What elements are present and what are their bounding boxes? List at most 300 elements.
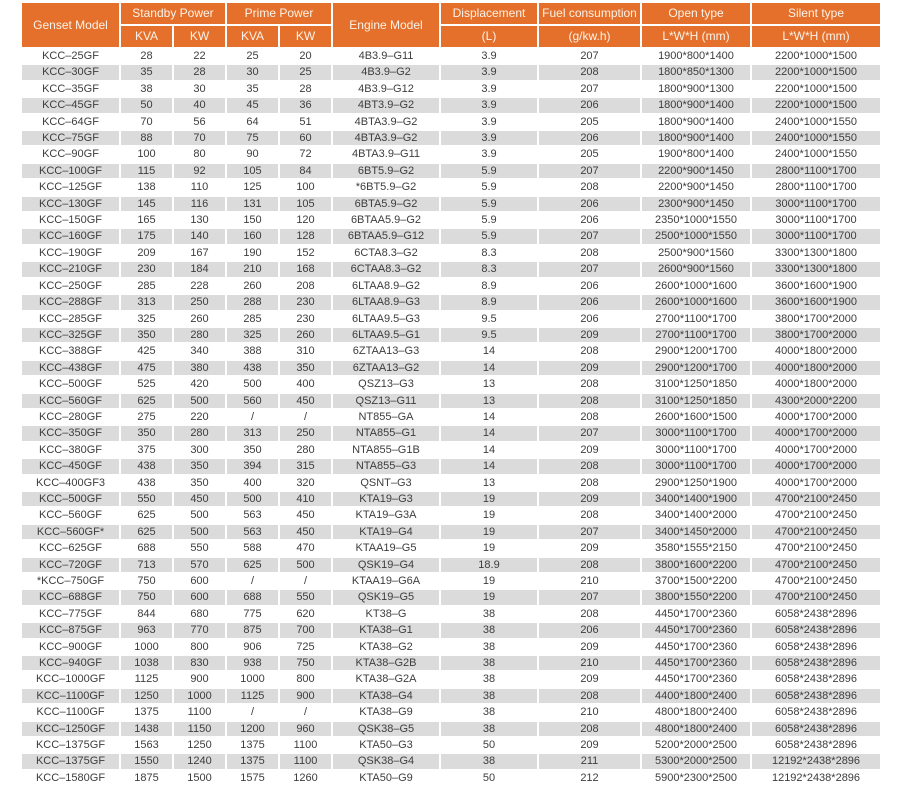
table-cell: 100 <box>121 147 172 161</box>
table-cell: 1250 <box>174 738 225 752</box>
table-cell: KCC–400GF3 <box>22 476 119 490</box>
table-row <box>22 607 880 621</box>
table-cell: KCC–560GF <box>22 394 119 408</box>
table-cell: 6BTAA5.9–G2 <box>333 213 439 227</box>
table-cell: 206 <box>539 312 640 326</box>
header-row-2 <box>22 26 880 47</box>
table-cell: 4B3.9–G11 <box>333 49 439 63</box>
table-cell: 725 <box>280 640 331 654</box>
table-row <box>22 82 880 96</box>
table-cell: KCC–90GF <box>22 147 119 161</box>
table-cell: 280 <box>280 443 331 457</box>
table-cell: 208 <box>539 180 640 194</box>
table-cell: KCC–1375GF <box>22 754 119 768</box>
table-cell: KCC–500GF <box>22 377 119 391</box>
table-cell: 1550 <box>121 754 172 768</box>
table-cell: 140 <box>174 229 225 243</box>
table-cell: 6BTA5.9–G2 <box>333 197 439 211</box>
table-cell: 13 <box>441 377 537 391</box>
table-cell: QSNT–G3 <box>333 476 439 490</box>
table-cell: KCC–1580GF <box>22 771 119 785</box>
table-cell: 4BTA3.9–G11 <box>333 147 439 161</box>
table-cell: 5.9 <box>441 229 537 243</box>
table-cell: 1240 <box>174 754 225 768</box>
table-cell: 438 <box>121 459 172 473</box>
table-cell: 38 <box>441 656 537 670</box>
table-cell: 206 <box>539 279 640 293</box>
table-cell: KCC–25GF <box>22 49 119 63</box>
table-cell: 208 <box>539 689 640 703</box>
table-cell: 570 <box>174 558 225 572</box>
table-cell: 14 <box>441 410 537 424</box>
table-cell: 208 <box>539 246 640 260</box>
table-cell: 100 <box>280 180 331 194</box>
table-cell: 3000*1100*1700 <box>752 197 880 211</box>
table-cell: 167 <box>174 246 225 260</box>
table-cell: 4450*1700*2360 <box>642 623 750 637</box>
table-cell: 625 <box>227 558 278 572</box>
table-cell: 35 <box>121 65 172 79</box>
table-cell: 168 <box>280 262 331 276</box>
table-cell: 285 <box>121 279 172 293</box>
table-cell: 394 <box>227 459 278 473</box>
table-cell: KCC–900GF <box>22 640 119 654</box>
table-cell: 206 <box>539 197 640 211</box>
table-cell: 3800*1700*2000 <box>752 328 880 342</box>
table-cell: 3000*1100*1700 <box>642 426 750 440</box>
prime-power-header: Prime Power <box>227 3 331 24</box>
table-cell: KCC–1000GF <box>22 672 119 686</box>
table-cell: 3400*1400*2000 <box>642 508 750 522</box>
table-cell: KCC–560GF <box>22 508 119 522</box>
table-cell: 209 <box>539 361 640 375</box>
table-cell: KCC–940GF <box>22 656 119 670</box>
table-cell: KCC–190GF <box>22 246 119 260</box>
table-cell: 210 <box>227 262 278 276</box>
table-row <box>22 525 880 539</box>
table-cell: 1875 <box>121 771 172 785</box>
table-cell: 45 <box>227 98 278 112</box>
standby-power-header: Standby Power <box>121 3 225 24</box>
table-row <box>22 328 880 342</box>
table-cell: 230 <box>280 295 331 309</box>
table-cell: 8.3 <box>441 246 537 260</box>
table-cell: 208 <box>539 607 640 621</box>
table-cell: 208 <box>280 279 331 293</box>
table-cell: 36 <box>280 98 331 112</box>
table-cell: 2400*1000*1550 <box>752 131 880 145</box>
table-cell: 210 <box>539 705 640 719</box>
table-cell: 50 <box>441 738 537 752</box>
table-cell: 3000*1100*1700 <box>642 459 750 473</box>
table-cell: 1800*900*1300 <box>642 82 750 96</box>
table-cell: NTA855–G1 <box>333 426 439 440</box>
table-row <box>22 344 880 358</box>
table-cell: 209 <box>539 492 640 506</box>
table-cell: 844 <box>121 607 172 621</box>
table-row <box>22 65 880 79</box>
table-cell: 5.9 <box>441 213 537 227</box>
table-cell: KCC–35GF <box>22 82 119 96</box>
table-cell: 300 <box>174 443 225 457</box>
table-cell: 145 <box>121 197 172 211</box>
table-cell: 209 <box>539 541 640 555</box>
table-cell: 750 <box>121 574 172 588</box>
table-cell: 906 <box>227 640 278 654</box>
table-cell: 5.9 <box>441 197 537 211</box>
table-cell: 35 <box>227 82 278 96</box>
table-cell: 963 <box>121 623 172 637</box>
table-cell: 205 <box>539 115 640 129</box>
table-cell: KCC–775GF <box>22 607 119 621</box>
table-cell: 6058*2438*2896 <box>752 656 880 670</box>
table-cell: KCC–380GF <box>22 443 119 457</box>
table-cell: 438 <box>227 361 278 375</box>
table-cell: 4B3.9–G2 <box>333 65 439 79</box>
table-cell: 22 <box>174 49 225 63</box>
table-cell: 4450*1700*2360 <box>642 640 750 654</box>
table-cell: KCC–250GF <box>22 279 119 293</box>
table-cell: KTA19–G3 <box>333 492 439 506</box>
table-cell: 500 <box>280 558 331 572</box>
table-cell: 3100*1250*1850 <box>642 377 750 391</box>
table-cell: 90 <box>227 147 278 161</box>
table-cell: 6LTAA8.9–G3 <box>333 295 439 309</box>
table-cell: 420 <box>174 377 225 391</box>
table-cell: 25 <box>280 65 331 79</box>
table-cell: 4700*2100*2450 <box>752 558 880 572</box>
table-cell: 1150 <box>174 722 225 736</box>
table-cell: QSK38–G5 <box>333 722 439 736</box>
table-cell: 350 <box>174 459 225 473</box>
table-cell: 310 <box>280 344 331 358</box>
table-cell: 75 <box>227 131 278 145</box>
table-cell: 210 <box>539 656 640 670</box>
genset-model-header: Genset Model <box>22 3 119 47</box>
table-cell: KCC–875GF <box>22 623 119 637</box>
table-cell: 4700*2100*2450 <box>752 541 880 555</box>
table-cell: 938 <box>227 656 278 670</box>
table-cell: 14 <box>441 361 537 375</box>
table-row <box>22 656 880 670</box>
table-cell: KCC–160GF <box>22 229 119 243</box>
table-row <box>22 147 880 161</box>
open-type-header: Open type <box>642 3 750 24</box>
table-header <box>22 3 880 47</box>
table-cell: KCC–280GF <box>22 410 119 424</box>
table-cell: 4000*1700*2000 <box>752 410 880 424</box>
table-cell: 260 <box>174 312 225 326</box>
table-cell: 38 <box>441 640 537 654</box>
table-cell: 250 <box>280 426 331 440</box>
table-cell: 350 <box>174 476 225 490</box>
table-cell: 110 <box>174 180 225 194</box>
table-cell: 2800*1100*1700 <box>752 164 880 178</box>
table-cell: 438 <box>121 476 172 490</box>
table-cell: 2200*1000*1500 <box>752 82 880 96</box>
table-cell: 2350*1000*1550 <box>642 213 750 227</box>
table-cell: 6058*2438*2896 <box>752 672 880 686</box>
table-row <box>22 246 880 260</box>
table-cell: KCC–30GF <box>22 65 119 79</box>
table-cell: 1100 <box>280 738 331 752</box>
table-cell: 2200*900*1450 <box>642 164 750 178</box>
table-cell: 3700*1500*2200 <box>642 574 750 588</box>
table-cell: 2600*1000*1600 <box>642 279 750 293</box>
table-cell: 38 <box>441 623 537 637</box>
table-row <box>22 574 880 588</box>
table-cell: 550 <box>121 492 172 506</box>
table-row <box>22 98 880 112</box>
table-cell: 700 <box>280 623 331 637</box>
table-cell: 563 <box>227 508 278 522</box>
table-cell: 206 <box>539 623 640 637</box>
table-cell: 2700*1100*1700 <box>642 312 750 326</box>
table-cell: 175 <box>121 229 172 243</box>
table-cell: 3300*1300*1800 <box>752 246 880 260</box>
table-cell: 207 <box>539 82 640 96</box>
table-cell: 92 <box>174 164 225 178</box>
table-cell: 4000*1700*2000 <box>752 443 880 457</box>
table-cell: 500 <box>174 525 225 539</box>
table-cell: KCC–438GF <box>22 361 119 375</box>
table-cell: 4700*2100*2450 <box>752 525 880 539</box>
table-cell: 410 <box>280 492 331 506</box>
table-cell: 4700*2100*2450 <box>752 574 880 588</box>
table-cell: 207 <box>539 262 640 276</box>
table-cell: 1438 <box>121 722 172 736</box>
table-cell: 285 <box>227 312 278 326</box>
table-cell: *KCC–750GF <box>22 574 119 588</box>
table-cell: 210 <box>539 574 640 588</box>
table-cell: 900 <box>280 689 331 703</box>
table-cell: KTA50–G9 <box>333 771 439 785</box>
table-body <box>22 49 880 785</box>
table-cell: 4000*1800*2000 <box>752 377 880 391</box>
table-cell: KTAA19–G6A <box>333 574 439 588</box>
table-row <box>22 361 880 375</box>
table-cell: 3400*1450*2000 <box>642 525 750 539</box>
table-cell: 900 <box>174 672 225 686</box>
table-cell: KCC–350GF <box>22 426 119 440</box>
table-cell: 6ZTAA13–G2 <box>333 361 439 375</box>
table-cell: KTAA19–G5 <box>333 541 439 555</box>
table-cell: 14 <box>441 443 537 457</box>
table-row <box>22 312 880 326</box>
table-row <box>22 492 880 506</box>
table-cell: 5.9 <box>441 164 537 178</box>
table-cell: 1375 <box>227 738 278 752</box>
table-cell: 208 <box>539 394 640 408</box>
table-cell: KCC–288GF <box>22 295 119 309</box>
table-cell: 3.9 <box>441 131 537 145</box>
table-cell: 3.9 <box>441 49 537 63</box>
table-cell: 9.5 <box>441 312 537 326</box>
table-cell: 208 <box>539 410 640 424</box>
table-cell: 19 <box>441 574 537 588</box>
silent-dim-unit-header: L*W*H (mm) <box>752 26 880 47</box>
table-cell: 550 <box>280 590 331 604</box>
table-cell: 525 <box>121 377 172 391</box>
table-cell: 313 <box>121 295 172 309</box>
table-cell: 19 <box>441 541 537 555</box>
table-cell: 560 <box>227 394 278 408</box>
table-row <box>22 164 880 178</box>
table-cell: 600 <box>174 590 225 604</box>
table-cell: 6058*2438*2896 <box>752 640 880 654</box>
table-cell: 51 <box>280 115 331 129</box>
table-cell: 713 <box>121 558 172 572</box>
table-cell: QSZ13–G11 <box>333 394 439 408</box>
table-cell: 688 <box>227 590 278 604</box>
table-cell: 6058*2438*2896 <box>752 607 880 621</box>
table-row <box>22 410 880 424</box>
table-cell: 4450*1700*2360 <box>642 656 750 670</box>
table-cell: 38 <box>441 607 537 621</box>
table-cell: 1100 <box>174 705 225 719</box>
table-row <box>22 689 880 703</box>
table-cell: 2200*1000*1500 <box>752 49 880 63</box>
table-cell: 1125 <box>227 689 278 703</box>
table-cell: 6LTAA9.5–G3 <box>333 312 439 326</box>
table-cell: 14 <box>441 344 537 358</box>
table-row <box>22 426 880 440</box>
table-row <box>22 558 880 572</box>
table-cell: 1500 <box>174 771 225 785</box>
table-cell: 125 <box>227 180 278 194</box>
table-cell: 4000*1700*2000 <box>752 426 880 440</box>
table-cell: 260 <box>280 328 331 342</box>
table-cell: 388 <box>227 344 278 358</box>
table-cell: 6CTA8.3–G2 <box>333 246 439 260</box>
table-cell: 14 <box>441 459 537 473</box>
table-cell: 160 <box>227 229 278 243</box>
fuel-consumption-header: Fuel consumption <box>539 3 640 24</box>
table-cell: 750 <box>280 656 331 670</box>
genset-spec-page <box>0 1 900 807</box>
table-cell: 450 <box>174 492 225 506</box>
table-cell: 1800*900*1400 <box>642 131 750 145</box>
table-cell: 6058*2438*2896 <box>752 705 880 719</box>
table-row <box>22 541 880 555</box>
table-row <box>22 377 880 391</box>
table-cell: KCC–75GF <box>22 131 119 145</box>
standby-kw-header: KW <box>174 26 225 47</box>
table-cell: 4B3.9–G12 <box>333 82 439 96</box>
table-cell: 208 <box>539 344 640 358</box>
table-cell: 209 <box>539 640 640 654</box>
table-cell: QSK38–G4 <box>333 754 439 768</box>
table-cell: 680 <box>174 607 225 621</box>
table-cell: 3000*1100*1700 <box>752 229 880 243</box>
table-cell: QSZ13–G3 <box>333 377 439 391</box>
table-cell: 115 <box>121 164 172 178</box>
table-row <box>22 197 880 211</box>
table-cell: 3.9 <box>441 98 537 112</box>
table-cell: 3.9 <box>441 82 537 96</box>
table-cell: 209 <box>539 328 640 342</box>
table-cell: 6BTAA5.9–G12 <box>333 229 439 243</box>
table-cell: 1375 <box>121 705 172 719</box>
table-cell: 2600*900*1560 <box>642 262 750 276</box>
table-cell: 18.9 <box>441 558 537 572</box>
table-cell: KCC–325GF <box>22 328 119 342</box>
table-cell: 120 <box>280 213 331 227</box>
table-cell: 207 <box>539 49 640 63</box>
table-cell: 3000*1100*1700 <box>752 213 880 227</box>
table-cell: KCC–625GF <box>22 541 119 555</box>
table-cell: 4450*1700*2360 <box>642 607 750 621</box>
table-cell: 206 <box>539 98 640 112</box>
table-cell: 152 <box>280 246 331 260</box>
table-cell: 208 <box>539 476 640 490</box>
table-cell: KCC–64GF <box>22 115 119 129</box>
table-row <box>22 180 880 194</box>
table-cell: 4BT3.9–G2 <box>333 98 439 112</box>
table-cell: / <box>227 705 278 719</box>
table-cell: 470 <box>280 541 331 555</box>
table-cell: 19 <box>441 525 537 539</box>
table-cell: 165 <box>121 213 172 227</box>
table-cell: 280 <box>174 426 225 440</box>
table-row <box>22 590 880 604</box>
table-cell: 400 <box>280 377 331 391</box>
table-cell: 1000 <box>227 672 278 686</box>
table-cell: 105 <box>280 197 331 211</box>
table-cell: 500 <box>227 492 278 506</box>
table-cell: 1800*900*1400 <box>642 115 750 129</box>
table-cell: 800 <box>174 640 225 654</box>
table-cell: 2900*1250*1900 <box>642 476 750 490</box>
table-cell: 3100*1250*1850 <box>642 394 750 408</box>
table-cell: 208 <box>539 377 640 391</box>
table-row <box>22 115 880 129</box>
table-cell: 1038 <box>121 656 172 670</box>
table-cell: KCC–1100GF <box>22 689 119 703</box>
table-cell: 2800*1100*1700 <box>752 180 880 194</box>
table-row <box>22 295 880 309</box>
table-cell: NTA855–G1B <box>333 443 439 457</box>
table-row <box>22 131 880 145</box>
table-cell: 4700*2100*2450 <box>752 508 880 522</box>
table-cell: 28 <box>174 65 225 79</box>
table-cell: 960 <box>280 722 331 736</box>
table-cell: 116 <box>174 197 225 211</box>
table-cell: 4000*1800*2000 <box>752 361 880 375</box>
table-cell: 220 <box>174 410 225 424</box>
table-cell: 13 <box>441 476 537 490</box>
table-cell: 750 <box>121 590 172 604</box>
table-cell: 5300*2000*2500 <box>642 754 750 768</box>
table-cell: 2400*1000*1550 <box>752 115 880 129</box>
table-cell: KTA38–G9 <box>333 705 439 719</box>
table-cell: 105 <box>227 164 278 178</box>
table-row <box>22 229 880 243</box>
header-row-1 <box>22 3 880 24</box>
table-cell: KCC–450GF <box>22 459 119 473</box>
table-cell: 1375 <box>227 754 278 768</box>
table-cell: 3.9 <box>441 65 537 79</box>
table-cell: 209 <box>539 443 640 457</box>
fuel-unit-header: (g/kw.h) <box>539 26 640 47</box>
table-cell: 38 <box>441 672 537 686</box>
table-cell: 212 <box>539 771 640 785</box>
table-cell: 207 <box>539 164 640 178</box>
table-cell: 6058*2438*2896 <box>752 623 880 637</box>
table-cell: 1563 <box>121 738 172 752</box>
table-cell: 20 <box>280 49 331 63</box>
table-cell: 206 <box>539 131 640 145</box>
